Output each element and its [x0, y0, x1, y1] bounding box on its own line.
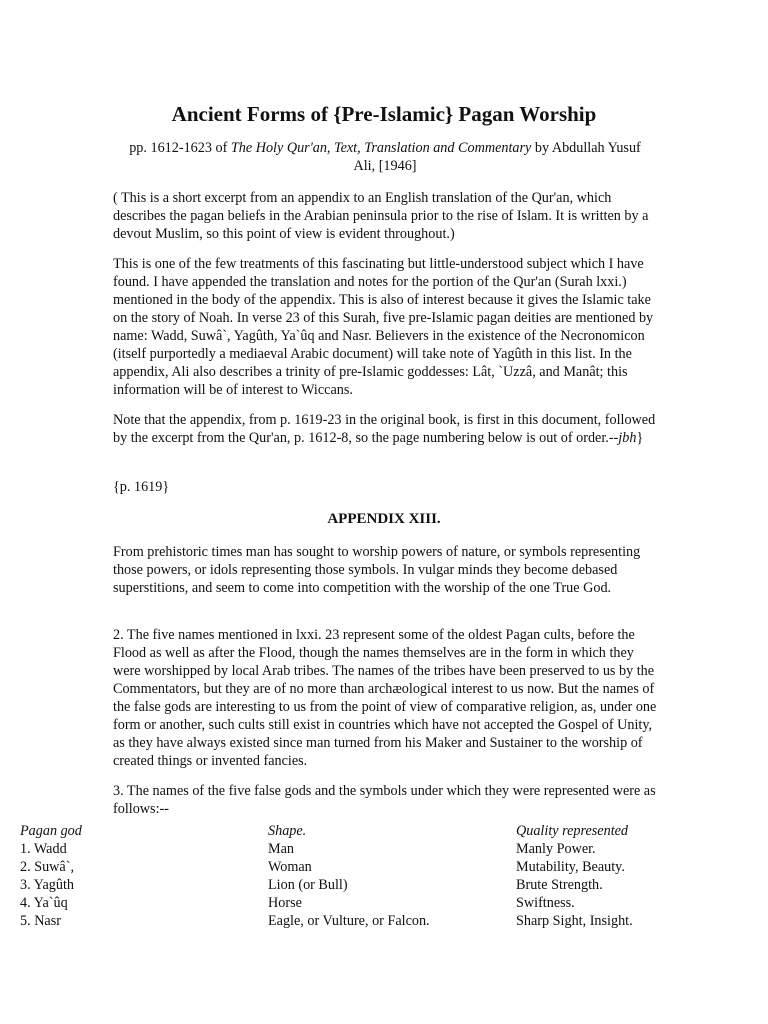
table-cell-shape: Man — [268, 841, 295, 857]
source-suffix: by Abdullah Yusuf Ali, [1946] — [353, 140, 641, 174]
book-title: The Holy Qur'an, Text, Translation and Commentary — [230, 140, 532, 156]
appendix-paragraph-1: From prehistoric times man has sought to worship powers of nature, or symbols representing those powers, or idols representing those symbols. In vulgar minds they become debased superstitions, and seem to come into competition with the worship of the one True God. — [113, 544, 641, 596]
appendix-heading: APPENDIX XIII. — [327, 511, 441, 527]
page-title: Ancient Forms of {Pre-Islamic} Pagan Worship — [171, 102, 597, 126]
table-row — [20, 876, 676, 894]
intro-paragraph-1: ( This is a short excerpt from an appendix to an English translation of the Qur'an, which describes the pagan beliefs in the Arabian peninsula prior to the rise of Islam. It is written by a devout Muslim, so this point of view is evident throughout.) — [113, 190, 649, 242]
note-signature: jbh — [618, 430, 637, 446]
source-prefix: pp. 1612-1623 of — [129, 140, 231, 156]
table-cell-god: 1. Wadd — [20, 841, 67, 857]
table-cell-god: 4. Ya`ûq — [20, 895, 68, 911]
table-cell-god: 5. Nasr — [20, 913, 61, 929]
table-cell-shape: Horse — [268, 895, 302, 911]
table-row — [20, 912, 676, 930]
note-paragraph — [113, 411, 658, 447]
table-header-god: Pagan god — [20, 823, 82, 839]
table-cell-quality: Manly Power. — [516, 841, 596, 857]
table-header-row — [20, 822, 676, 840]
table-cell-shape: Eagle, or Vulture, or Falcon. — [268, 913, 430, 929]
table-row — [20, 894, 676, 912]
table-cell-quality: Brute Strength. — [516, 877, 603, 893]
table-header-quality: Quality represented — [516, 823, 629, 839]
appendix-paragraph-3: 3. The names of the five false gods and the symbols under which they were represented were as follows:-- — [113, 783, 656, 817]
pagan-gods-table — [20, 822, 676, 930]
table-cell-god: 3. Yagûth — [20, 877, 75, 893]
table-header-shape: Shape. — [268, 823, 307, 839]
table-cell-quality: Swiftness. — [516, 895, 575, 911]
table-cell-shape: Woman — [268, 859, 312, 875]
table-row — [20, 840, 676, 858]
appendix-paragraph-2: 2. The five names mentioned in lxxi. 23 represent some of the oldest Pagan cults, before the Flood as well as after the Flood, though the names themselves are in the form in which they were worshipped by local Arab tribes. The names of the tribes have been preserved to us by the Commentators, but they are of no more than archæological interest to us now. But the names of the false gods are interesting to us from the point of view of comparative religion, as, under one form or another, such cults still exist in countries which have not accepted the Gospel of Unity, as they have always existed since man turned from his Maker and Sustainer to the worship of created things or invented fancies. — [113, 627, 657, 769]
note-text: Note that the appendix, from p. 1619-23 in the original book, is first in this document, followed by the excerpt from the Qur'an, p. 1612-8, so the page numbering below is out of order.-- — [113, 412, 656, 446]
source-citation — [120, 139, 650, 175]
table-cell-shape: Lion (or Bull) — [268, 877, 348, 893]
page-marker: {p. 1619} — [113, 479, 170, 495]
table-row — [20, 858, 676, 876]
intro-paragraph-2: This is one of the few treatments of this fascinating but little-understood subject which I have found. I have appended the translation and notes for the portion of the Qur'an (Surah lxxi.) mentioned in the body of the appendix. This is also of interest because it gives the Islamic take on the story of Noah. In verse 23 of this Surah, five pre-Islamic pagan deities are mentioned by name: Wadd, Suwâ`, Yagûth, Ya`ûq and Nasr. Believers in the existence of the Necronomicon (itself purportedly a mediaeval Arabic document) will take note of Yagûth in this list. In the appendix, Ali also describes a trinity of pre-Islamic goddesses: Lât, `Uzzâ, and Manât; this information will be of interest to Wiccans. — [113, 256, 654, 398]
table-cell-quality: Mutability, Beauty. — [516, 859, 625, 875]
table-cell-god: 2. Suwâ`, — [20, 859, 74, 875]
note-closing: } — [636, 430, 644, 446]
table-cell-quality: Sharp Sight, Insight. — [516, 913, 633, 929]
